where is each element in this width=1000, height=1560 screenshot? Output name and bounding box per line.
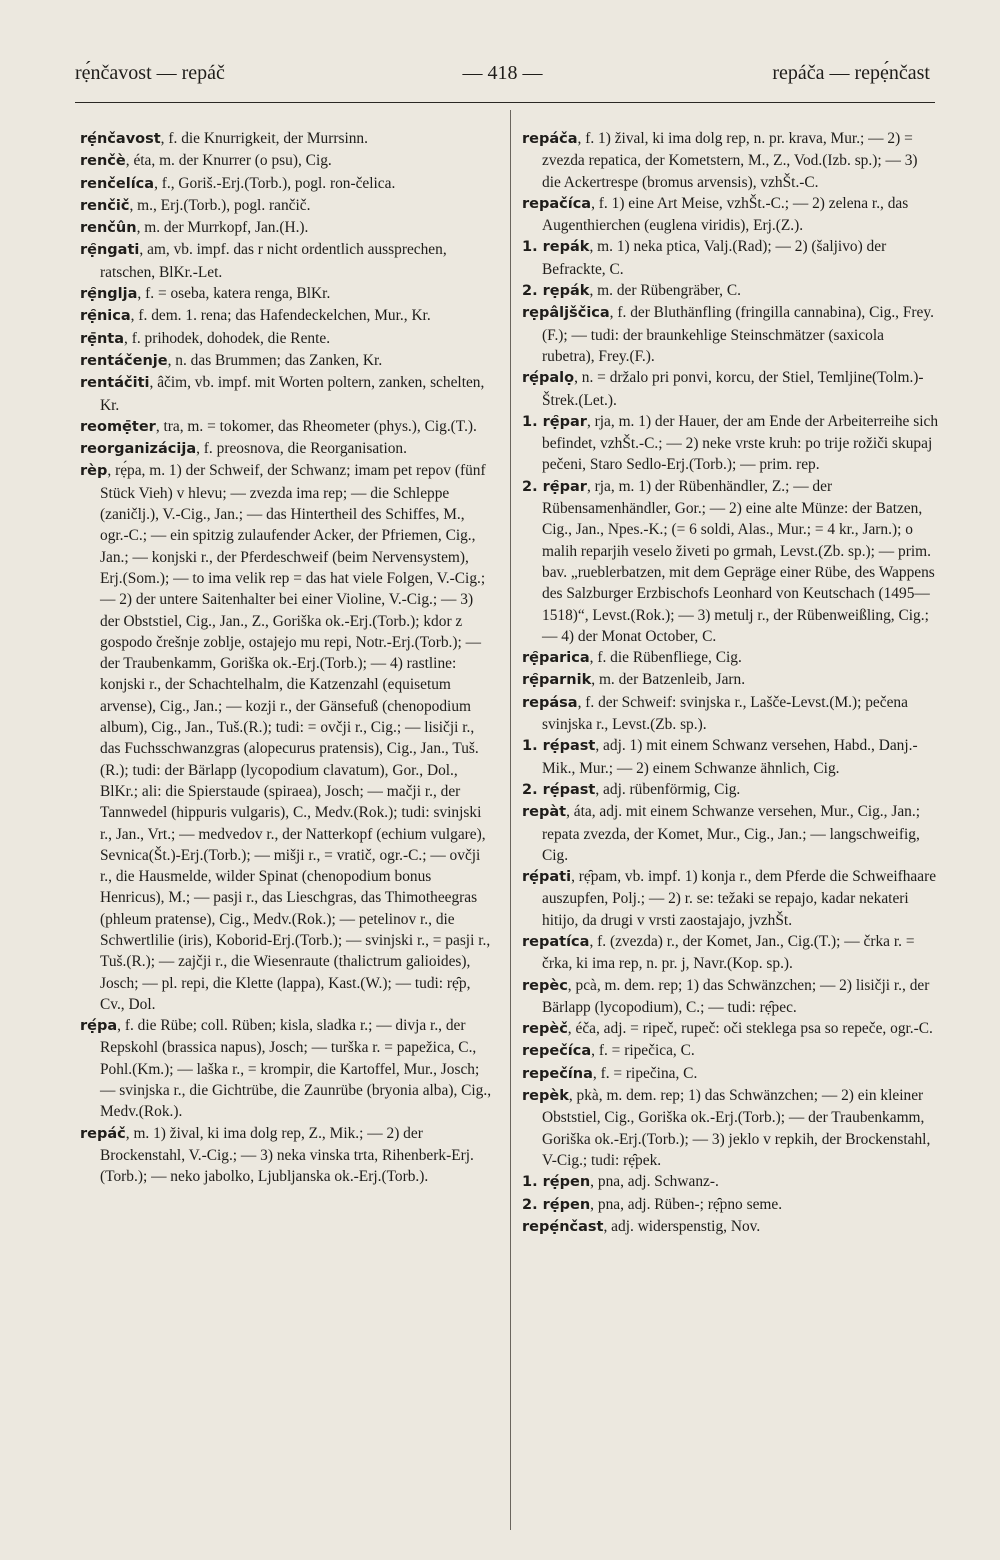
- entry-headword: rẹ́pati: [522, 869, 572, 886]
- entry-definition: , f. dem. 1. rena; das Hafendeckelchen, Mur., Kr.: [130, 307, 431, 325]
- entry-definition: , f. der Schweif: svinjska r., Lašče-Levst.(M.); pečena svinjska r., Levst.(Zb. sp.).: [542, 693, 908, 734]
- entry-headword: rẹ̑parica: [522, 650, 590, 667]
- entry-definition: , f. der Bluthänfling (fringilla cannabina), Cig., Frey.(F.); — tudi: der braunkehlige Steinschmätzer (saxicola rubetra), Frey.(F.).: [542, 304, 934, 365]
- entry-headword: 1. rẹ́pen: [522, 1174, 591, 1191]
- dictionary-entry: [80, 217, 494, 239]
- dictionary-entry: [522, 669, 940, 691]
- entry-definition: , m. 1) žival, ki ima dolg rep, Z., Mik.; — 2) der Brockenstahl, V.-Cig.; — 3) neka vinska trta, Rihenberk-Erj.(Torb.); — neko jabolko, Ljubljanska ok.-Erj.(Torb.).: [100, 1124, 474, 1186]
- dictionary-entry: [522, 193, 940, 237]
- dictionary-entry: [522, 779, 940, 801]
- header-right-guide: repáča — repẹ́nčast: [772, 62, 930, 84]
- entry-definition: , tra, m. = tokomer, das Rheometer (phys.), Cig.(T.).: [155, 417, 477, 435]
- entry-headword: 2. rẹ̑par: [522, 478, 587, 495]
- entry-headword: rẹ̑ngati: [80, 242, 140, 259]
- dictionary-entry: [522, 1063, 940, 1085]
- entry-definition: , pna, adj. Schwanz-.: [590, 1173, 719, 1191]
- entry-definition: , f. 1) žival, ki ima dolg rep, n. pr. krava, Mur.; — 2) = zvezda repatica, der Kometstern, M., Z., Vod.(Izb. sp.); — 3) die Ackertrespe (bromus arvensis), vzhŠt.-C.: [542, 130, 918, 191]
- entry-headword: rẹpâljščica: [522, 305, 610, 322]
- dictionary-entry: [80, 173, 494, 195]
- entry-headword: 2. rẹpák: [522, 283, 590, 300]
- running-header: [75, 62, 930, 94]
- entry-headword: renčûn: [80, 220, 137, 237]
- entry-headword: rẹ̑parnik: [522, 672, 592, 689]
- entry-headword: repečíca: [522, 1043, 592, 1060]
- entry-definition: , f. (zvezda) r., der Komet, Jan., Cig.(T.); — črka r. = črka, ki ima rep, n. pr. j, Navr.(Kop. sp.).: [542, 932, 915, 973]
- header-rule: [75, 102, 935, 103]
- entry-headword: repèč: [522, 1021, 568, 1038]
- dictionary-entry: [522, 476, 940, 647]
- entry-definition: , áta, adj. mit einem Schwanze versehen, Mur., Cig., Jan.; repata zvezda, der Komet, Mur., Cig., Jan.; — langschweifig, Cig.: [542, 803, 920, 864]
- entry-headword: repása: [522, 694, 578, 711]
- entry-headword: rentáčenje: [80, 352, 168, 369]
- entry-definition: , rẹ́pa, m. 1) der Schweif, der Schwanz; imam pet repov (fünf Stück Vieh) v hlevu; — zvezda ima rep; — die Schleppe (zaničlj.), V.-Cig., Jan.; — das Hintertheil des Schiffes, M., ogr.-C.; — ein spitzig zulaufender Acker, der Pfriemen, Cig., Jan.; — konjski r., der Pferdeschweif (beim Nervensystem), Erj.(Som.); — to ima velik rep = das hat viele Folgen, V.-Cig.; — 2) der untere Saitenhalter bei einer Violine, V.-Cig.; — 3) der Obststiel, Cig., Jan., Z., Goriška ok.-Erj.(Torb.); kdor z gospodo črešnje zoblje, ostajejo mu repi, Notr.-Erj.(Torb.); — der Traubenkamm, Goriška ok.-Erj.(Torb.); — 4) rastline: konjski r., der Schachtelhalm, die Katzenzahl (equisetum arvense), Cig., Jan.; — kozji r., der Gänsefuß (chenopodium album), Cig., Jan., Tuš.(R.); tudi: = ovčji r., Cig.; — lisičji r., das Fuchsschwanzgras (alopecurus pratensis), Cig., Jan., Tuš.(R.); tudi: der Bärlapp (lycopodium clavatum), Gor., Dol., BlKr.; ali: die Spierstaude (spiraea), Josch; — mačji r., der Tannwedel (hippuris vulgaris), C., Medv.(Rok.); tudi: svinjski r., Jan., Vrt.; — medvedov r., der Natterkopf (echium vulgare), Sevnica(Št.)-Erj.(Torb.); — mišji r., = vratič, ogr.-C.; — ovčji r., die Hausmelde, wilder Spinat (chenopodium bonus Henricus), M.; — pasji r., das Lieschgras, das Thimotheegras (phleum pratense), Cig., Medv.(Rok.); — petelinov r., die Schwertlilie (iris), Koborid-Erj.(Torb.); — svinjski r., = pasji r., Tuš.(R.); — zajčji r., die Wiesenraute (thalictrum galioides), Josch; — pl. repi, die Klette (lappa), Kast.(W.); — tudi: rẹ̑p, Cv., Dol.: [100, 462, 491, 1013]
- entry-definition: , m. der Batzenleib, Jarn.: [591, 671, 746, 689]
- entry-headword: rẹ̑nglja: [80, 286, 138, 303]
- dictionary-entry: [522, 931, 940, 975]
- entry-definition: , m. 1) neka ptica, Valj.(Rad); — 2) (šaljivo) der Befrackte, C.: [542, 238, 887, 278]
- dictionary-entry: [522, 1171, 940, 1193]
- entry-headword: renčič: [80, 197, 130, 214]
- dictionary-entry: [80, 328, 494, 350]
- entry-definition: , pcà, m. dem. rep; 1) das Schwänzchen; — 2) lisičji r., der Bärlapp (lycopodium), C.; — tudi: rẹ̑pec.: [542, 976, 930, 1016]
- entry-definition: , f. die Rübe; coll. Rüben; kisla, sladka r.; — divja r., der Repskohl (brassica napus), Josch; — turška r. = papežica, C., Pohl.(Km.); — laška r., = krompir, die Kartoffel, Mur., Josch; — svinjska r., die Gichtrübe, die Zaunrübe (bryonia alba), Cig., Medv.(Rok.).: [100, 1017, 492, 1121]
- dictionary-entry: [522, 975, 940, 1019]
- entry-headword: 1. repák: [522, 239, 590, 256]
- entry-headword: repàt: [522, 804, 567, 821]
- entry-headword: repèk: [522, 1088, 569, 1105]
- dictionary-entry: [522, 128, 940, 193]
- dictionary-entry: [522, 735, 940, 779]
- dictionary-entry: [80, 283, 494, 305]
- entry-definition: , adj. widerspenstig, Nov.: [603, 1217, 761, 1235]
- entry-definition: , f. die Knurrigkeit, der Murrsinn.: [160, 130, 368, 147]
- entry-headword: repèc: [522, 977, 568, 994]
- entry-headword: repačíca: [522, 195, 592, 212]
- dictionary-entry: [80, 239, 494, 283]
- entry-definition: , f. = ripečina, C.: [592, 1064, 698, 1082]
- entry-headword: renčè: [80, 153, 126, 170]
- dictionary-entry: [80, 372, 494, 416]
- dictionary-entry: [80, 416, 494, 438]
- entry-definition: , f. 1) eine Art Meise, vzhŠt.-C.; — 2) zelena r., das Augenthierchen (euglena viridis), Erj.(Z.).: [542, 194, 909, 235]
- entry-headword: rèp: [80, 463, 108, 480]
- entry-definition: , f., Goriš.-Erj.(Torb.), pogl. ron-čelica.: [154, 174, 396, 192]
- entry-headword: 2. rẹ́past: [522, 781, 596, 798]
- entry-headword: rẹ̑nica: [80, 308, 131, 325]
- entry-definition: , m. der Rübengräber, C.: [589, 282, 741, 300]
- entry-definition: , n. = držalo pri ponvi, korcu, der Stiel, Temljine(Tolm.)-Štrek.(Let.).: [542, 369, 924, 409]
- entry-definition: , pna, adj. Rüben-; rẹ̑pno seme.: [590, 1195, 783, 1213]
- column-divider: [510, 110, 511, 1530]
- dictionary-entry: [522, 236, 940, 280]
- dictionary-entry: [522, 866, 940, 931]
- entry-definition: , f. preosnova, die Reorganisation.: [196, 440, 407, 458]
- entry-definition: , f. prihodek, dohodek, die Rente.: [124, 329, 331, 347]
- entry-headword: repẹ́nčast: [522, 1218, 604, 1235]
- entry-headword: repatíca: [522, 933, 590, 950]
- entry-headword: 1. rẹ̑par: [522, 413, 587, 430]
- header-left-guide: rẹ́nčavost — repáč: [75, 62, 225, 84]
- entry-headword: 2. rẹ́pen: [522, 1196, 591, 1213]
- dictionary-entry: [522, 1194, 940, 1216]
- dictionary-entry: [522, 302, 940, 367]
- entry-headword: renčelíca: [80, 175, 155, 192]
- entry-headword: rẹ̄nta: [80, 330, 125, 347]
- right-column: [522, 128, 940, 1238]
- dictionary-entry: [522, 1085, 940, 1171]
- entry-definition: , m., Erj.(Torb.), pogl. rančič.: [129, 196, 311, 214]
- dictionary-entry: [80, 150, 494, 172]
- dictionary-entry: [80, 1123, 494, 1188]
- dictionary-entry: [522, 367, 940, 411]
- entry-definition: , rja, m. 1) der Hauer, der am Ende der Arbeiterreihe sich befindet, vzhŠt.-C.; — 2) neke vrste kruh: po trije rožiči skupaj pečeni, Staro Sedlo-Erj.(Torb.); — prim. rep.: [542, 412, 939, 474]
- entry-headword: rẹ́palọ: [522, 370, 575, 387]
- entry-definition: , n. das Brummen; das Zanken, Kr.: [167, 351, 383, 369]
- entry-definition: , adj. rübenförmig, Cig.: [595, 780, 741, 798]
- entry-definition: , pkà, m. dem. rep; 1) das Schwänzchen; — 2) ein kleiner Obststiel, Cig., Goriška ok.-Erj.(Torb.); — der Traubenkamm, Goriška ok.-Erj.(Torb.); — 3) jeklo v repkih, der Brockenstahl, V-Cig.; tudi: rẹ̑pek.: [542, 1087, 931, 1169]
- dictionary-entry: [522, 801, 940, 866]
- entry-definition: , adj. 1) mit einem Schwanz versehen, Habd., Danj.-Mik., Mur.; — 2) einem Schwanze ähnlich, Cig.: [542, 737, 918, 777]
- entry-headword: repáč: [80, 1125, 126, 1142]
- dictionary-entry: [522, 1216, 940, 1238]
- entry-headword: repečína: [522, 1065, 593, 1082]
- entry-definition: , rẹ̑pam, vb. impf. 1) konja r., dem Pferde die Schweifhaare auszupfen, Polj.; — 2) r. se: težaki se repajo, kadar nekateri hitijo, da drugi v vrsti zaostajajo, jvzhŠt.: [542, 868, 937, 929]
- dictionary-entry: [80, 305, 494, 327]
- dictionary-entry: [80, 1015, 494, 1122]
- entry-headword: repáča: [522, 131, 578, 147]
- entry-definition: , rja, m. 1) der Rübenhändler, Z.; — der Rübensamenhändler, Gor.; — 2) eine alte Münze: der Batzen, Cig., Jan., Npes.-K.; (= 6 soldi, Alas., Mur.; = 4 kr., Jarn.); o malih reparjih veselo živeti po grmah, Levst.(Zb. sp.); — prim. bav. „rueblerbatzen, mit dem Gepräge einer Rübe, des Wappens des Salzburger Erzbischofs Leonhard von Keutschach (1495—1518)“, Levst.(Rok.); — 3) metulj r., der Rübenweißling, Cig.; — 4) der Monat October, C.: [542, 477, 935, 645]
- entry-definition: , éča, adj. = ripeč, rupeč: oči steklega psa so repeče, ogr.-C.: [567, 1020, 933, 1038]
- entry-headword: rẹ́nčavost: [80, 131, 161, 147]
- entry-definition: , am, vb. impf. das r nicht ordentlich aussprechen, ratschen, BlKr.-Let.: [100, 241, 447, 281]
- page-number: — 418 —: [462, 62, 543, 84]
- entry-headword: 1. rẹ́past: [522, 738, 596, 755]
- dictionary-entry: [522, 280, 940, 302]
- dictionary-entry: [522, 411, 940, 476]
- entry-headword: rẹ́pa: [80, 1018, 118, 1035]
- dictionary-entry: [522, 647, 940, 669]
- dictionary-entry: [80, 128, 494, 150]
- entry-definition: , f. = ripečica, C.: [591, 1042, 695, 1060]
- entry-definition: , f. = oseba, katera renga, BlKr.: [137, 285, 331, 303]
- entry-definition: , f. die Rübenfliege, Cig.: [589, 649, 742, 667]
- dictionary-entry: [522, 692, 940, 736]
- entry-headword: rentáčiti: [80, 375, 150, 392]
- entry-headword: reomẹ̄ter: [80, 418, 156, 435]
- entry-definition: , m. der Murrkopf, Jan.(H.).: [136, 219, 309, 237]
- left-column: [80, 128, 494, 1188]
- dictionary-entry: [80, 460, 494, 1015]
- dictionary-entry: [80, 350, 494, 372]
- entry-definition: , éta, m. der Knurrer (o psu), Cig.: [125, 152, 332, 170]
- dictionary-entry: [80, 438, 494, 460]
- dictionary-entry: [522, 1018, 940, 1040]
- entry-definition: , âčim, vb. impf. mit Worten poltern, zanken, schelten, Kr.: [100, 374, 485, 414]
- dictionary-entry: [522, 1040, 940, 1062]
- dictionary-entry: [80, 195, 494, 217]
- entry-headword: reorganizácija: [80, 441, 197, 458]
